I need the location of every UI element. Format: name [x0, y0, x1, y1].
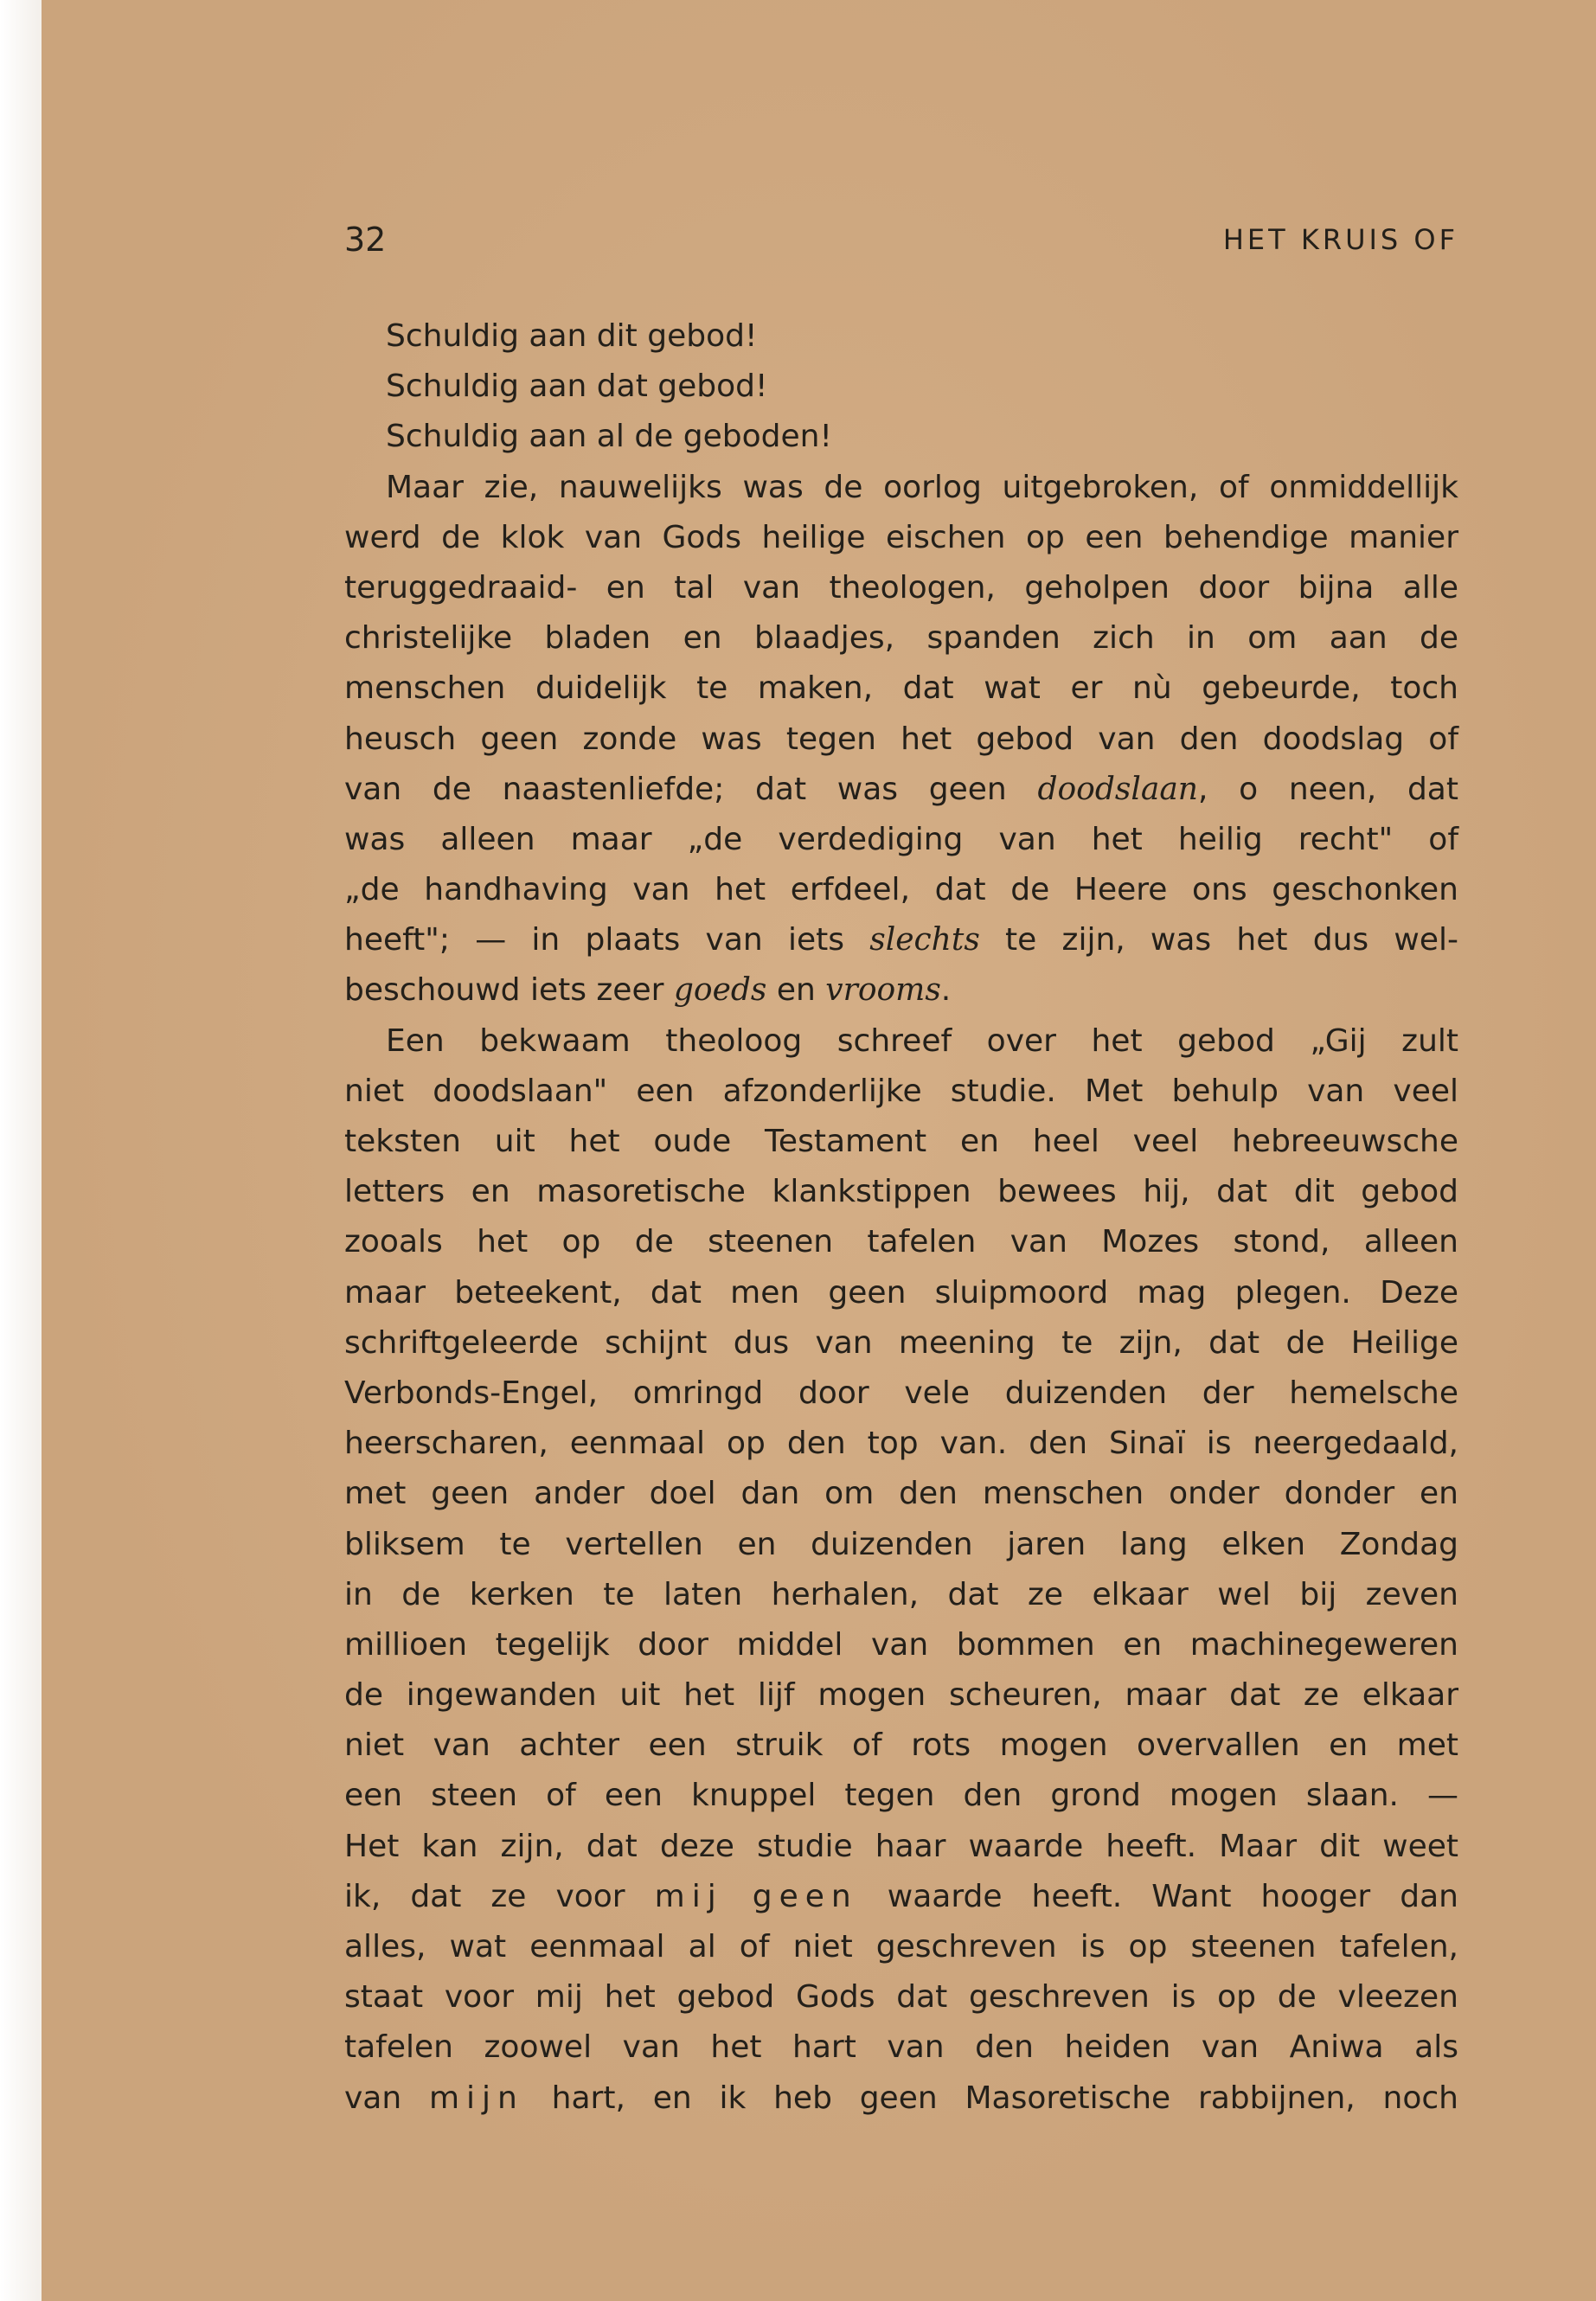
text-line: de ingewanden uit het lijf mogen scheuren, maar dat ze elkaar [344, 1677, 1458, 1714]
text-line: was alleen maar „de verdediging van het heilig recht" of [344, 821, 1458, 857]
body-text [344, 311, 1458, 2124]
text-line: zooals het op de steenen tafelen van Mozes stond, alleen [344, 1224, 1458, 1260]
text-line: maar beteekent, dat men geen sluipmoord mag plegen. Deze [344, 1274, 1458, 1311]
text-line: niet doodslaan" een afzonderlijke studie. Met behulp van veel [344, 1073, 1458, 1109]
text-line: ik, dat ze voor mij geen waarde heeft. Want hooger dan [344, 1878, 1458, 1914]
text-line: heerscharen, eenmaal op den top van. den Sinaï is neergedaald, [344, 1426, 1458, 1462]
text-line: met geen ander doel dan om den menschen onder donder en [344, 1476, 1458, 1512]
text-line: „de handhaving van het erfdeel, dat de Heere ons geschonken [344, 872, 1458, 908]
text-line: van mijn hart, en ik heb geen Masoretische rabbijnen, noch [344, 2080, 1458, 2116]
text-line: een steen of een knuppel tegen den grond mogen slaan. — [344, 1778, 1458, 1814]
text-line: Het kan zijn, dat deze studie haar waarde heeft. Maar dit weet [344, 1828, 1458, 1864]
text-line: heusch geen zonde was tegen het gebod van den doodslag of [344, 721, 1458, 757]
text-line: Maar zie, nauwelijks was de oorlog uitgebroken, of onmiddellijk [386, 469, 1458, 505]
page-header [344, 218, 1458, 261]
text-line: teksten uit het oude Testament en heel veel hebreeuwsche [344, 1124, 1458, 1159]
text-line: Een bekwaam theoloog schreef over het gebod „Gij zult [386, 1022, 1458, 1059]
page-number: 32 [344, 221, 387, 259]
running-head: HET KRUIS OF [1222, 223, 1458, 256]
text-line: beschouwd iets zeer goeds en vrooms. [344, 972, 952, 1009]
italic-word: doodslaan [1037, 771, 1198, 807]
text-line: alles, wat eenmaal al of niet geschreven is op steenen tafelen, [344, 1929, 1458, 1965]
text-line: tafelen zoowel van het hart van den heiden van Aniwa als [344, 2029, 1458, 2066]
text-line: staat voor mij het gebod Gods dat geschreven is op de vleezen [344, 1979, 1458, 2016]
text-line: niet van achter een struik of rots mogen overvallen en met [344, 1727, 1458, 1764]
italic-word: goeds [673, 972, 767, 1009]
text-line: menschen duidelijk te maken, dat wat er nù gebeurde, toch [344, 670, 1458, 707]
text-line: millioen tegelijk door middel van bommen en machinegeweren [344, 1626, 1458, 1663]
scan-margin [0, 0, 42, 2301]
text-line: in de kerken te laten herhalen, dat ze elkaar wel bij zeven [344, 1576, 1458, 1612]
text-line: teruggedraaid- en tal van theologen, geholpen door bijna alle [344, 569, 1458, 606]
spaced-word: mij [654, 1878, 723, 1914]
text-line: van de naastenliefde; dat was geen doodslaan, o neen, dat [344, 771, 1458, 807]
text-line: Schuldig aan dit gebod! [386, 318, 758, 354]
text-line: heeft"; — in plaats van iets slechts te zijn, was het dus wel- [344, 922, 1458, 958]
text-line: letters en masoretische klankstippen bewees hij, dat dit gebod [344, 1174, 1458, 1210]
spaced-word: mijn [428, 2080, 524, 2116]
text-line: bliksem te vertellen en duizenden jaren lang elken Zondag [344, 1526, 1458, 1562]
text-line: werd de klok van Gods heilige eischen op een behendige manier [344, 519, 1458, 555]
spaced-word: geen [752, 1878, 858, 1914]
text-line: Verbonds-Engel, omringd door vele duizenden der hemelsche [344, 1375, 1458, 1411]
text-line: schriftgeleerde schijnt dus van meening te zijn, dat de Heilige [344, 1324, 1458, 1361]
italic-word: slechts [869, 922, 980, 958]
text-line: christelijke bladen en blaadjes, spanden zich in om aan de [344, 620, 1458, 657]
text-line: Schuldig aan dat gebod! [386, 369, 768, 405]
text-line: Schuldig aan al de geboden! [386, 419, 832, 455]
italic-word: vrooms [825, 972, 941, 1009]
